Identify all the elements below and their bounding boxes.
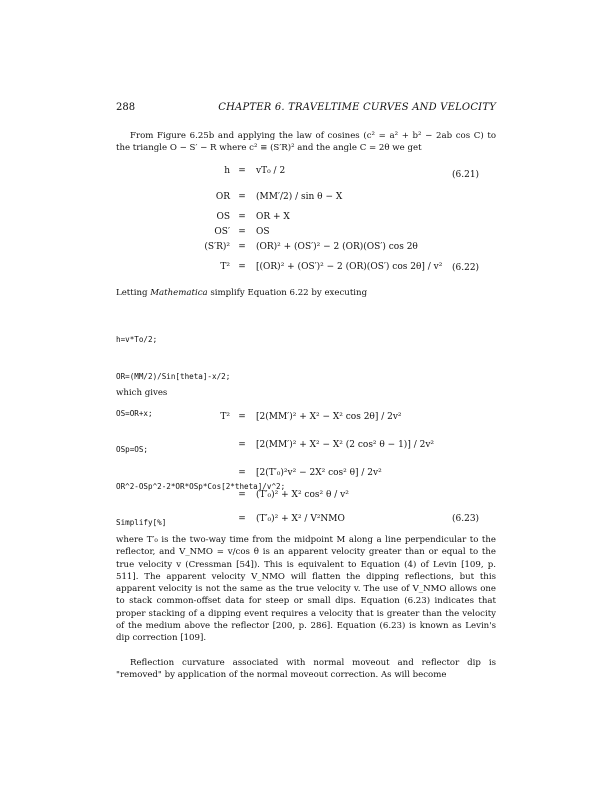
eq-rel: = <box>238 227 246 237</box>
code-line: Simplify[%] <box>116 518 167 528</box>
text-span: Letting <box>116 288 151 298</box>
equation-number: (6.23) <box>452 514 480 524</box>
eq-lhs: h <box>224 166 230 176</box>
eq-rhs: [2(T′₀)²v² − 2X² cos² θ] / 2v² <box>256 468 382 478</box>
page-number: 288 <box>116 102 136 113</box>
equation-number: (6.21) <box>452 170 480 180</box>
curvature-paragraph: Reflection curvature associated with normal moveout and reflector dip is "removed" by application of the normal moveout correction. As will become <box>116 658 496 681</box>
eq-lhs: OR <box>215 192 230 202</box>
eq-rhs: (T′₀)² + X² / V²NMO <box>256 514 345 524</box>
text-span: simplify Equation 6.22 by executing <box>207 288 368 298</box>
eq-rel: = <box>238 262 246 272</box>
eq-rhs: [2(MM′)² + X² − X² (2 cos² θ − 1)] / 2v² <box>256 440 435 450</box>
eq-rel: = <box>238 490 246 500</box>
running-title: CHAPTER 6. TRAVELTIME CURVES AND VELOCITY <box>218 102 496 113</box>
eq-rel: = <box>238 212 246 222</box>
page-header <box>116 102 496 116</box>
code-line: OR=(MM/2)/Sin[theta]-x/2; <box>116 372 231 382</box>
eq-rhs: OS <box>256 227 270 237</box>
code-line: OR^2-OSp^2-2*OR*OSp*Cos[2*theta]/v^2; <box>116 481 286 491</box>
eq-lhs: OS′ <box>214 227 230 237</box>
where-paragraph: where T′₀ is the two-way time from the midpoint M along a line perpendicular to the reflector, and V_NMO = v/cos θ is an apparent velocity greater than or equal to the true velocity v (Cressman [54]). This is equivalent to Equation (4) of Levin [109, p. 511]. The apparent velocity V_NMO will flatten the dipping reflections, but this apparent velocity is not the same as the true velocity v. The use of V_NMO allows one to stack common-offset data for steep or small dips. Equation (6.23) indicates that proper stacking of a dipping event requires a velocity that is greater than the velocity of the medium above the reflector [200, p. 286]. Equation (6.23) is known as Levin's dip correction [109]. <box>116 535 496 644</box>
eq-lhs: T² <box>220 412 230 422</box>
eq-rhs: (T′₀)² + X² cos² θ / v² <box>256 490 349 500</box>
eq-rhs: (MM′/2) / sin θ − X <box>256 192 343 202</box>
which-gives-text: which gives <box>116 388 168 398</box>
letting-paragraph <box>116 287 496 299</box>
eq-rhs: (OR)² + (OS′)² − 2 (OR)(OS′) cos 2θ <box>256 242 418 252</box>
eq-rhs: [(OR)² + (OS′)² − 2 (OR)(OS′) cos 2θ] / v² <box>256 262 443 272</box>
eq-rel: = <box>238 242 246 252</box>
intro-paragraph: From Figure 6.25b and applying the law of cosines (c² = a² + b² − 2ab cos C) to the triangle O − S′ − R where c² ≡ (S′R)² and the angle C = 2θ we get <box>116 131 496 154</box>
eq-lhs: OS <box>216 212 230 222</box>
eq-rhs: OR + X <box>256 212 290 222</box>
code-line: OSp=OS; <box>116 445 149 455</box>
eq-rel: = <box>238 412 246 422</box>
eq-lhs: (S′R)² <box>204 242 230 252</box>
eq-rel: = <box>238 468 246 478</box>
eq-rel: = <box>238 514 246 524</box>
eq-lhs: T² <box>220 262 230 272</box>
code-line: h=v*To/2; <box>116 335 158 345</box>
eq-rel: = <box>238 192 246 202</box>
eq-rel: = <box>238 166 246 176</box>
equation-number: (6.22) <box>452 263 480 273</box>
software-name: Mathematica <box>150 288 208 298</box>
eq-rhs: [2(MM′)² + X² − X² cos 2θ] / 2v² <box>256 412 402 422</box>
code-line: OS=OR+x; <box>116 408 153 418</box>
eq-rel: = <box>238 440 246 450</box>
eq-rhs: vT₀ / 2 <box>256 166 286 176</box>
